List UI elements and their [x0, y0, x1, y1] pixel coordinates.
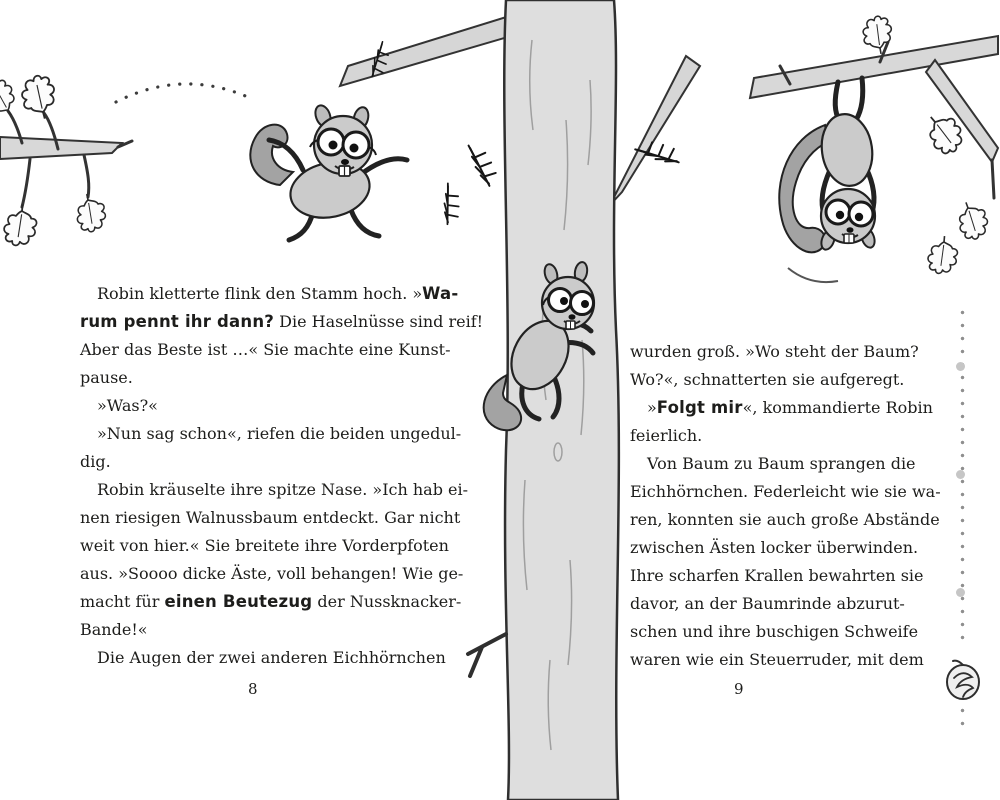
- squirrel-teeth: [844, 234, 854, 243]
- body-text: Robin kletterte flink den Stamm hoch. »: [97, 284, 423, 303]
- body-text: Eichhörnchen. Federleicht wie sie wa-: [630, 482, 941, 501]
- stub-branch: [468, 634, 506, 676]
- body-text: Bande!«: [80, 620, 148, 639]
- text-line: [80, 364, 452, 392]
- text-line: [80, 616, 452, 644]
- emphasized-text: rum pennt ihr dann?: [80, 312, 275, 331]
- body-text: Robin kräuselte ihre spitze Nase. »Ich hab ei-: [97, 480, 469, 499]
- oak-leaf: [952, 197, 992, 242]
- body-text: Aber das Beste ist …« Sie machte eine Kunst-: [80, 340, 451, 359]
- top-branch: [340, 14, 518, 86]
- margin-bead: [956, 588, 965, 597]
- emphasized-text: Folgt mir: [656, 398, 743, 417]
- emphasized-text: Wa-: [422, 284, 459, 303]
- body-text: «, kommandierte Robin: [742, 398, 933, 417]
- text-line: [80, 420, 462, 448]
- body-text: wurden groß. »Wo steht der Baum?: [630, 342, 919, 361]
- page-number-right: 9: [734, 680, 744, 698]
- hanging-squirrel-illustration: [730, 20, 1000, 320]
- body-text: »Nun sag schon«, riefen die beiden ungedul-: [97, 424, 462, 443]
- body-text: »Was?«: [97, 396, 158, 415]
- text-line: [630, 422, 930, 450]
- motion-swoosh: [788, 268, 838, 282]
- squirrel-teeth: [566, 321, 575, 329]
- text-line: [630, 450, 930, 478]
- margin-bead: [956, 362, 965, 371]
- body-text: davor, an der Baumrinde abzurut-: [630, 594, 905, 613]
- text-line: [80, 280, 459, 308]
- text-line: [630, 366, 930, 394]
- squirrel-nose: [341, 159, 349, 165]
- body-text: nen riesigen Walnussbaum entdeckt. Gar nicht: [80, 508, 461, 527]
- text-line: [630, 506, 940, 534]
- text-line: [630, 618, 930, 646]
- oak-leaf: [73, 191, 109, 234]
- text-line: [80, 336, 452, 364]
- body-text: ren, konnten sie auch große Abstände: [630, 510, 940, 529]
- body-text: waren wie ein Steuerruder, mit dem: [630, 650, 924, 669]
- body-text: Ihre scharfen Krallen bewahrten sie: [630, 566, 924, 585]
- text-line: [630, 478, 941, 506]
- text-line: [80, 560, 464, 588]
- body-text: pause.: [80, 368, 133, 387]
- body-text: weit von hier.« Sie breitete ihre Vorderpfoten: [80, 536, 449, 555]
- oak-leaf: [2, 203, 38, 248]
- page-number-left: 8: [248, 680, 258, 698]
- left-page-text: [80, 280, 484, 672]
- climbing-squirrel-illustration: [465, 255, 635, 440]
- text-line: [630, 562, 930, 590]
- text-line: [630, 534, 930, 562]
- text-line: [630, 338, 930, 366]
- body-text: schen und ihre buschigen Schweife: [630, 622, 919, 641]
- margin-dotted-line: [959, 704, 966, 732]
- margin-bead: [956, 470, 965, 479]
- body-text: »: [647, 398, 657, 417]
- squirrel-nose: [847, 227, 854, 233]
- body-text: feierlich.: [630, 426, 703, 445]
- oak-leaf: [927, 235, 959, 275]
- body-text: dig.: [80, 452, 111, 471]
- body-text: Die Haselnüsse sind reif!: [274, 312, 484, 331]
- body-text: Die Augen der zwei anderen Eichhörnchen: [97, 648, 446, 667]
- twigs: [8, 111, 132, 207]
- text-line: [80, 532, 452, 560]
- leaping-squirrel-illustration: [225, 90, 435, 250]
- text-line: [630, 590, 930, 618]
- text-line: [80, 588, 462, 616]
- text-line: [80, 448, 452, 476]
- text-line: [630, 646, 930, 674]
- right-page-text: [630, 338, 941, 674]
- oak-leaf: [18, 72, 61, 123]
- squirrel-nose: [569, 314, 576, 320]
- text-line: [80, 504, 461, 532]
- emphasized-text: einen Beutezug: [164, 592, 313, 611]
- text-line: [630, 394, 933, 422]
- squirrel-tail: [250, 125, 293, 185]
- body-text: der Nussknacker-: [312, 592, 462, 611]
- squirrel-tail: [484, 375, 521, 430]
- squirrel-teeth: [339, 166, 350, 176]
- right-branch: [610, 56, 700, 205]
- body-text: Von Baum zu Baum sprangen die: [647, 454, 916, 473]
- text-line: [80, 476, 469, 504]
- body-text: macht für: [80, 592, 165, 611]
- oak-leaf: [860, 14, 895, 56]
- text-line: [80, 308, 484, 336]
- text-line: [80, 392, 452, 420]
- text-line: [80, 644, 452, 672]
- walnut-doodle: [938, 652, 988, 707]
- body-text: Wo?«, schnatterten sie aufgeregt.: [630, 370, 905, 389]
- body-text: zwischen Ästen locker überwinden.: [630, 538, 919, 557]
- body-text: aus. »Soooo dicke Äste, voll behangen! Wie ge-: [80, 564, 464, 583]
